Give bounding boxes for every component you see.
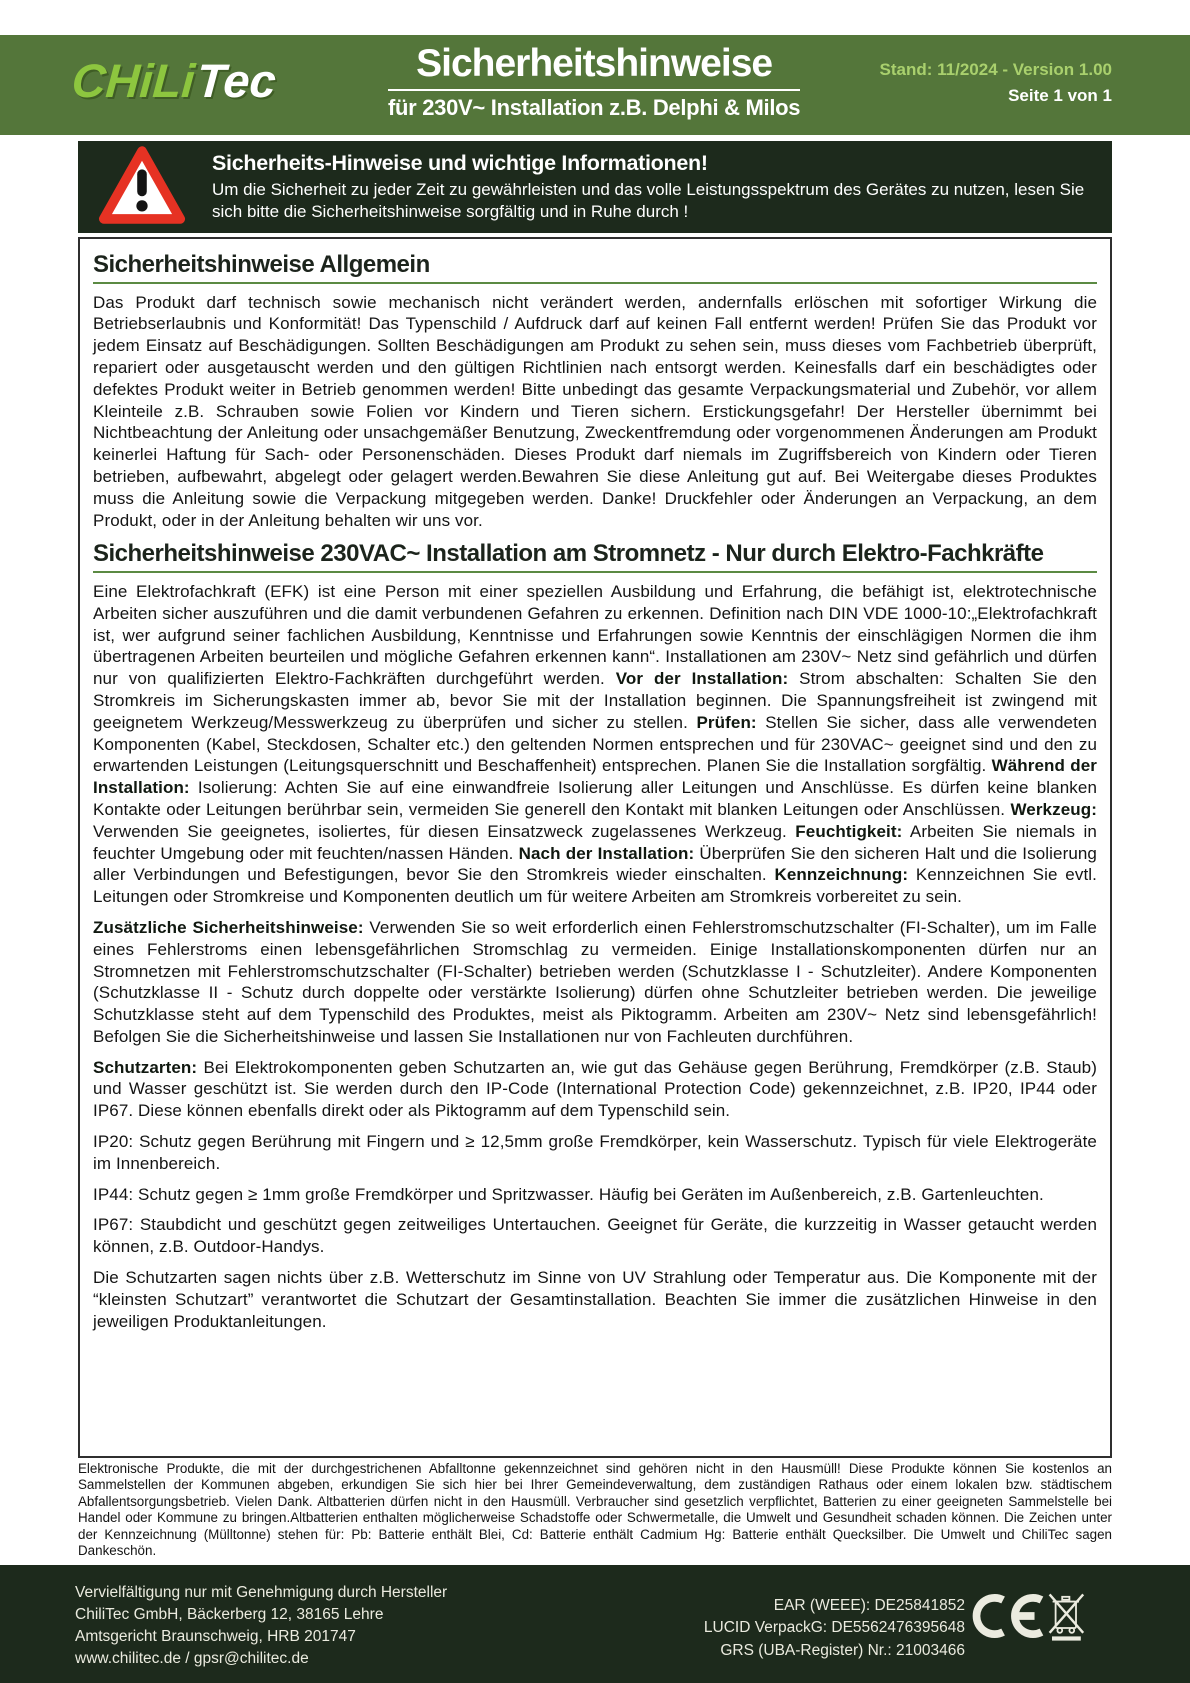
green-rule [93,282,1097,284]
logo-text-chili: CHiLi [70,54,197,107]
ce-mark-icon [971,1593,1045,1644]
warning-body: Um die Sicherheit zu jeder Zeit zu gewährleisten und das volle Leistungsspektrum des Gerätes zu nutzen, lesen Sie sich bitte die Sicherheitshinweise sorgfältig und in Ruhe durch ! [212,180,1085,221]
registration-numbers [704,1595,965,1662]
section-heading-allgemein: Sicherheitshinweise Allgemein [93,251,430,278]
logo-text-tec: Tec [194,54,278,107]
publisher-info [75,1582,447,1670]
paragraph: Eine Elektrofachkraft (EFK) ist eine Person mit einer speziellen Ausbildung und Erfahrung, die befähigt ist, elektrotechnische Arbeiten sicher auszuführen und die damit verbundenen Gefahren zu erkennen. Definition nach DIN VDE 1000-10:„Elektrofachkraft ist, wer aufgrund seiner fachlichen Ausbildung, Kenntnisse und Erfahrungen sowie Kenntnis der einschlägigen Normen die ihm übertragenen Arbeiten beurteilen und mögliche Gefahren erkennen kann“. Installationen am 230V~ Netz sind gefährlich und dürfen nur von qualifizierten Elektro-Fachkräften durchgeführt werden. Vor der Installation: Strom abschalten: Schalten Sie den Stromkreis im Sicherungskasten immer ab, bevor Sie mit der Installation beginnen. Die Spannungsfreiheit ist zwingend mit geeignetem Werkzeug/Messwerkzeug zu überprüfen und sicher zu stellen. Prüfen: Stellen Sie sicher, dass alle verwendeten Komponenten (Kabel, Steckdosen, Schalter etc.) den geltenden Normen entsprechen und für 230VAC~ geeignet sind und den zu erwartenden Leistungen (Leitungsquerschnitt und Beschaffenheit) entsprechen. Planen Sie die Installation sorgfältig. Während der Installation: Isolierung: Achten Sie auf eine einwandfreie Isolierung aller Leitungen und Anschlüsse. Es dürfen keine blanken Kontakte oder Leitungen berührbar sein, vermeiden Sie generell den Kontakt mit blanken Leitungen oder Anschlüssen. Werkzeug: Verwenden Sie geeignetes, isoliertes, für diesen Einsatzweck zugelassenes Werkzeug. Feuchtigkeit: Arbeiten Sie niemals in feuchter Umgebung oder mit feuchten/nassen Händen. Nach der Installation: Überprüfen Sie den sicheren Halt und die Isolierung aller Verbindungen und Befestigungen, bevor Sie den Stromkreis wieder einschalten. Kennzeichnung: Kennzeichnen Sie evtl. Leitungen oder Stromkreise und Komponenten deutlich um für weitere Arbeiten am Stromkreis vorbereitet zu sein. [93,581,1097,907]
header-meta [880,57,1112,108]
footer-line: ChiliTec GmbH, Bäckerberg 12, 38165 Lehre [75,1606,384,1623]
warning-text-block [212,151,1092,223]
page-number: Seite 1 von 1 [1008,85,1112,105]
section-230vac [93,540,1097,1332]
warning-banner [78,141,1112,233]
weee-bin-icon [1046,1587,1088,1650]
footer-line: Amtsgericht Braunschweig, HRB 201747 [75,1628,356,1645]
paragraph: Das Produkt darf technisch sowie mechanisch nicht verändert werden, andernfalls erlöschen mit sofortiger Wirkung die Betriebserlaubnis und Konformität! Das Typenschild / Aufdruck darf auf keinen Fall entfernt werden! Prüfen Sie das Produkt vor jedem Einsatz auf Beschädigungen. Sollten Beschädigungen am Produkt zu sehen sein, muss dieses vom Fachbetrieb überprüft, repariert oder ausgetauscht werden und den gültigen Richtlinien nach entsorgt werden. Keinesfalls darf ein beschädigtes oder defektes Produkt weiter in Betrieb genommen werden! Bitte unbedingt das gesamte Verpackungsmaterial und Zubehör, vor allem Kleinteile z.B. Schrauben sowie Folien vor Kindern und Tieren sichern. Erstickungsgefahr! Der Hersteller übernimmt bei Nichtbeachtung der Anleitung oder unsachgemäßer Benutzung, Zweckentfremdung oder vorgenommenen Änderungen am Produkt keinerlei Haftung für Sach- oder Personenschäden. Dieses Produkt darf niemals im Zugriffsbereich von Kindern oder Tieren betrieben, aufbewahrt, abgelegt oder gelagert werden.Bewahren Sie diese Anleitung gut auf. Bei Weitergabe dieses Produktes muss die Anleitung sowie die Verpackung mitgegeben werden. Danke! Druckfehler oder Änderungen an Verpackung, an dem Produkt, oder in der Anleitung behalten wir uns vor. [93,292,1097,530]
section-allgemein [93,251,1097,531]
footer-line: www.chilitec.de / gpsr@chilitec.de [75,1650,309,1667]
paragraph: IP20: Schutz gegen Berührung mit Fingern und ≥ 12,5mm große Fremdkörper, kein Wasserschutz. Typisch für viele Elektrogeräte im Innenbereich. [93,1132,1097,1173]
header [0,35,1190,135]
green-rule [93,571,1097,573]
paragraph: IP44: Schutz gegen ≥ 1mm große Fremdkörper und Spritzwasser. Häufig bei Geräten im Außenbereich, z.B. Gartenleuchten. [93,1184,1044,1204]
footer-line: EAR (WEEE): DE25841852 [773,1597,965,1614]
paragraph: Schutzarten: Bei Elektrokomponenten geben Schutzarten an, wie gut das Gehäuse gegen Berührung, Fremdkörper (z.B. Staub) und Wasser geschützt ist. Sie werden durch den IP-Code (International Protection Code) gekennzeichnet, z.B. IP20, IP44 oder IP67. Diese können ebenfalls direkt oder als Piktogramm auf dem Typenschild sein. [93,1057,1097,1121]
warning-triangle-icon [98,145,186,230]
paragraph: Die Schutzarten sagen nichts über z.B. Wetterschutz im Sinne von UV Strahlung oder Temperatur aus. Die Komponente mit der “kleinsten Schutzart” verantwortet die Schutzart der Gesamtinstallation. Beachten Sie immer die zusätzlichen Hinweise in den jeweiligen Produktanleitungen. [93,1268,1097,1331]
document-title: Sicherheitshinweise [388,43,800,91]
content-box [78,237,1112,1458]
version-info: Stand: 11/2024 - Version 1.00 [879,60,1112,79]
section-allgemein-body [93,292,1097,532]
disposal-note: Elektronische Produkte, die mit der durchgestrichenen Abfalltonne gekennzeichnet sind gehören nicht in den Hausmüll! Diese Produkte können Sie kostenlos an Sammelstellen der Kommunen abgeben, erkundigen Sie sich hier bei Ihrer Gemeindeverwaltung, dem zuständigen Rathaus oder einem lokalen bzw. städtischem Abfallentsorgungsbetrieb. Vielen Dank. Altbatterien dürfen nicht in den Hausmüll. Verbraucher sind gesetzlich verpflichtet, Batterien zu einer geeigneten Sammelstelle bei Handel oder Kommune zu bringen.Altbatterien enthalten möglicherweise Schadstoffe oder Schwermetalle, die Umwelt und Gesundheit schaden können. Die Zeichen unter der Kennzeichnung (Mülltonne) stehen für: Pb: Batterie enthält Blei, Cd: Batterie enthält Cadmium Hg: Batterie enthält Quecksilber. Die Umwelt und ChiliTec sagen Dankeschön. [78,1461,1112,1559]
document-subtitle: für 230V~ Installation z.B. Delphi & Milos [388,94,801,120]
footer-line: Vervielfältigung nur mit Genehmigung durch Hersteller [75,1584,448,1601]
footer-line: GRS (UBA-Register) Nr.: 21003466 [720,1641,965,1659]
section-heading-230vac: Sicherheitshinweise 230VAC~ Installation am Stromnetz - Nur durch Elektro-Fachkräfte [93,540,1044,568]
footer-line: LUCID VerpackG: DE5562476395648 [703,1619,965,1637]
paragraph: Zusätzliche Sicherheitshinweise: Verwenden Sie so weit erforderlich einen Fehlerstromschutzschalter (FI-Schalter), um im Falle eines Fehlerstroms einen lebensgefährlichen Stromschlag zu vermeiden. Einige Installationskomponenten dürfen nur an Stromnetzen mit Fehlerstromschutzschalter (FI-Schalter) betrieben werden (Schutzklasse I - Schutzleiter). Andere Komponenten (Schutzklasse II - Schutz durch doppelte oder verstärkte Isolierung) dürfen ohne Schutzleiter betrieben werden. Die jeweilige Schutzklasse steht auf dem Typenschild des Produktes, meist als Piktogramm. Arbeiten am 230V~ Netz sind lebensgefährlich! Befolgen Sie die Sicherheitshinweise und lassen Sie Installationen nur von Fachleuten durchführen. [93,917,1097,1046]
footer [0,1565,1190,1683]
header-title-block [388,43,800,121]
paragraph: IP67: Staubdicht und geschützt gegen zeitweiliges Untertauchen. Geeignet für Geräte, die kurzzeitig in Wasser getaucht werden können, z.B. Outdoor-Handys. [93,1215,1097,1257]
warning-title: Sicherheits-Hinweise und wichtige Informationen! [212,151,708,176]
chilitec-logo [70,53,278,108]
section-230vac-body [93,581,1097,1333]
